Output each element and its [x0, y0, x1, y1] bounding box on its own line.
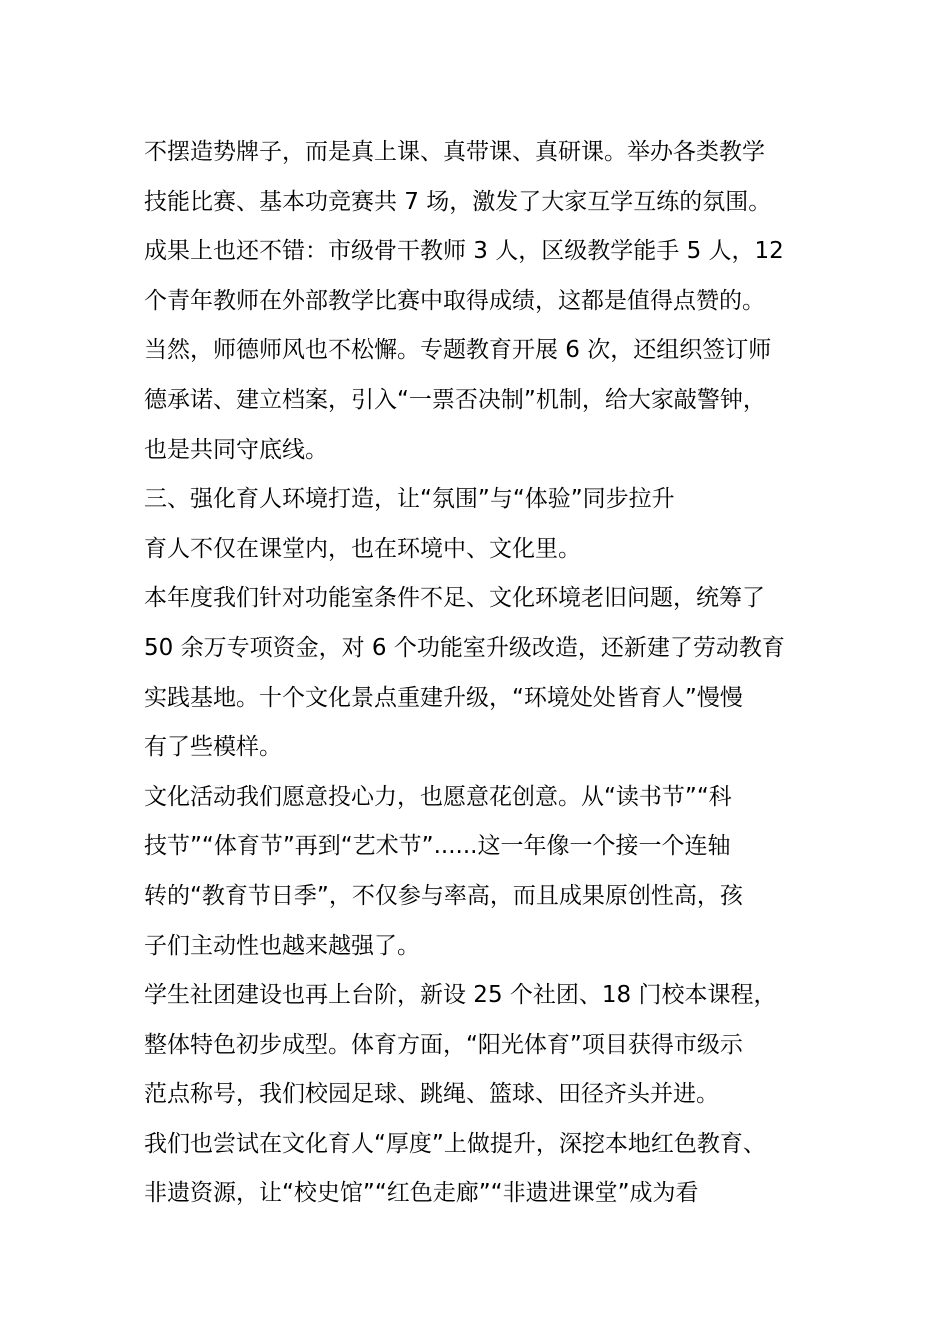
text-line-22: 非遗资源，让“校史馆”“红色走廊”“非遗进课堂”成为看 [144, 1180, 699, 1207]
document-body [144, 128, 834, 1219]
text-line-20: 范点称号，我们校园足球、跳绳、篮球、田径齐头并进。 [144, 1081, 719, 1108]
section-heading: 三、强化育人环境打造，让“氛围”与“体验”同步拉升 [144, 486, 675, 513]
text-line-17: 子们主动性也越来越强了。 [144, 932, 420, 959]
text-line-2: 技能比赛、基本功竞赛共 7 场，激发了大家互学互练的氛围。 [144, 188, 772, 215]
text-line-21: 我们也尝试在文化育人“厚度”上做提升，深挖本地红色教育、 [144, 1130, 766, 1157]
text-line-6: 德承诺、建立档案，引入“一票否决制”机制，给大家敲警钟， [144, 386, 766, 413]
text-line-19: 整体特色初步成型。体育方面，“阳光体育”项目获得市级示 [144, 1031, 743, 1058]
text-line-1: 不摆造势牌子，而是真上课、真带课、真研课。举办各类教学 [144, 139, 765, 165]
text-line-12: 实践基地。十个文化景点重建升级，“环境处处皆育人”慢慢 [144, 684, 743, 711]
text-line-16: 转的“教育节日季”，不仅参与率高，而且成果原创性高，孩 [144, 882, 743, 909]
text-line-11: 50 余万专项资金，对 6 个功能室升级改造，还新建了劳动教育 [144, 634, 785, 661]
text-line-13: 有了些模样。 [144, 734, 282, 761]
text-line-5: 当然，师德师风也不松懈。专题教育开展 6 次，还组织签订师 [144, 337, 772, 364]
text-line-10: 本年度我们针对功能室条件不足、文化环境老旧问题，统筹了 [144, 585, 765, 612]
text-line-7: 也是共同守底线。 [144, 436, 328, 463]
text-line-4: 个青年教师在外部教学比赛中取得成绩，这都是值得点赞的。 [144, 287, 765, 314]
text-line-18: 学生社团建设也再上台阶，新设 25 个社团、18 门校本课程， [144, 982, 777, 1009]
text-line-3: 成果上也还不错：市级骨干教师 3 人，区级教学能手 5 人，12 [144, 238, 784, 265]
text-line-14: 文化活动我们愿意投心力，也愿意花创意。从“读书节”“科 [144, 783, 732, 810]
text-line-9: 育人不仅在课堂内，也在环境中、文化里。 [144, 535, 581, 562]
text-line-15: 技节”“体育节”再到“艺术节”......这一年像一个接一个连轴 [144, 833, 731, 860]
